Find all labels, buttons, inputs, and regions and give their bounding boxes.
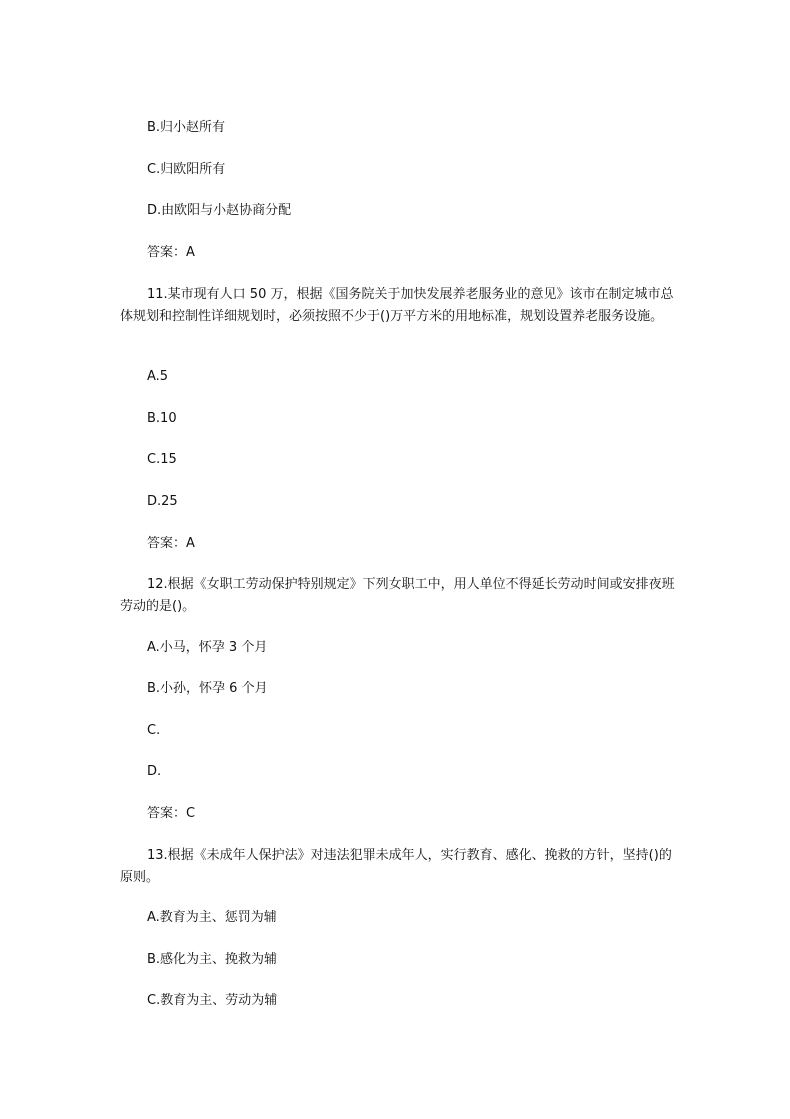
question-12 [120,574,675,618]
answer-line: 答案：A [147,245,195,260]
q13-option-b: B.感化为主、挽救为辅 [147,952,278,967]
q11-answer: 答案：A [147,536,195,551]
q11-option-d: D.25 [147,494,178,509]
question-13 [120,845,675,889]
q12-option-b: B.小孙，怀孕 6 个月 [147,681,268,696]
q12-option-c: C. [147,723,161,738]
q13-option-c: C.教育为主、劳动为辅 [147,993,278,1008]
q11-option-c: C.15 [147,452,177,467]
q12-answer: 答案：C [147,806,196,821]
option-b: B.归小赵所有 [147,120,226,135]
q11-option-b: B.10 [147,411,177,426]
q12-option-d: D. [147,764,162,779]
option-d: D.由欧阳与小赵协商分配 [147,203,292,218]
question-12-text: 12.根据《女职工劳动保护特别规定》下列女职工中，用人单位不得延长劳动时间或安排夜班劳动的是()。 [120,577,675,614]
question-11-text: 11.某市现有人口 50 万，根据《国务院关于加快发展养老服务业的意见》该市在制定城市总体规划和控制性详细规划时，必须按照不少于()万平方米的用地标准，规划设置养老服务设施。 [120,287,674,324]
question-11 [120,284,675,328]
question-13-text: 13.根据《未成年人保护法》对违法犯罪未成年人，实行教育、感化、挽救的方针，坚持()的原则。 [120,848,672,885]
q11-option-a: A.5 [147,369,169,384]
q13-option-a: A.教育为主、惩罚为辅 [147,910,277,925]
q12-option-a: A.小马，怀孕 3 个月 [147,640,268,655]
option-c: C.归欧阳所有 [147,162,226,177]
